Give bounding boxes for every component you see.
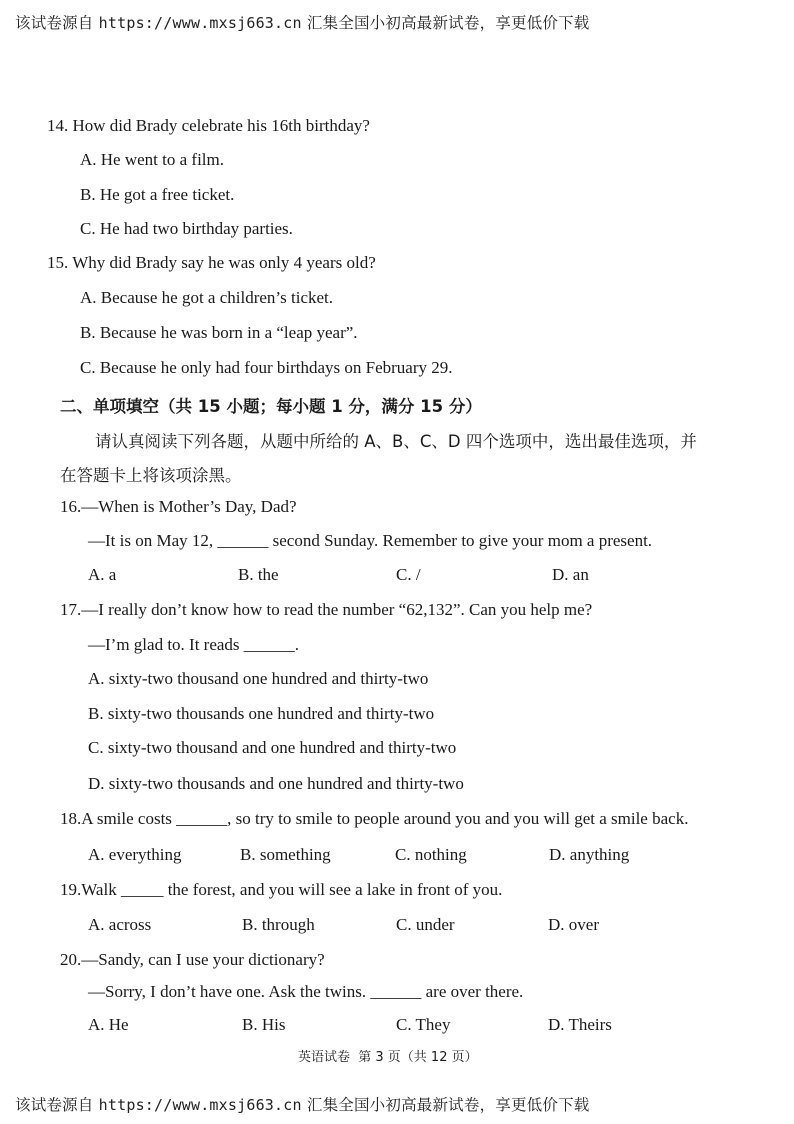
question-15-option-b: B. Because he was born in a “leap year”. (80, 323, 358, 342)
question-18-option-d: D. anything (549, 845, 630, 864)
question-20-option-d: D. Theirs (548, 1015, 612, 1034)
banner-prefix: 该试卷源自 (15, 1096, 94, 1114)
banner-prefix: 该试卷源自 (15, 14, 94, 32)
question-19-line-1 (60, 880, 502, 900)
question-number: 15. (47, 253, 69, 272)
question-number: 16. (60, 497, 82, 516)
question-20-line-2: —Sorry, I don’t have one. Ask the twins. ______ are over there. (88, 982, 524, 1001)
question-20-line-1 (60, 950, 325, 970)
banner-suffix: 汇集全国小初高最新试卷，享更低价下载 (306, 14, 590, 32)
question-text: —I really don’t know how to read the number “62,132”. Can you help me? (81, 600, 593, 619)
banner-url[interactable]: https://www.mxsj663.cn (98, 14, 302, 32)
question-19-option-c: C. under (396, 915, 455, 934)
question-number: 18. (60, 809, 82, 828)
question-number: 20. (60, 950, 82, 969)
question-14-option-a: A. He went to a film. (80, 150, 224, 169)
question-16-option-c: C. / (396, 565, 421, 584)
question-14-stem (47, 116, 370, 136)
question-18-option-a: A. everything (88, 845, 182, 864)
question-17-option-d: D. sixty-two thousands and one hundred and thirty-two (88, 774, 464, 793)
question-18-option-c: C. nothing (395, 845, 467, 864)
question-15-option-a: A. Because he got a children’s ticket. (80, 288, 334, 307)
banner-suffix: 汇集全国小初高最新试卷，享更低价下载 (306, 1096, 590, 1114)
question-15-stem (47, 253, 376, 273)
question-18-option-b: B. something (240, 845, 331, 864)
question-15-option-c: C. Because he only had four birthdays on February 29. (80, 358, 453, 377)
question-14-option-c: C. He had two birthday parties. (80, 219, 293, 238)
question-16-line-1 (60, 497, 297, 517)
question-text: —Sandy, can I use your dictionary? (81, 950, 325, 969)
question-number: 17. (60, 600, 82, 619)
question-stem: How did Brady celebrate his 16th birthday? (72, 116, 370, 135)
source-banner-bottom (15, 1093, 589, 1115)
page-footer: 英语试卷 第 3 页（共 12 页） (298, 1050, 478, 1065)
section-2-instruction-line-2: 在答题卡上将该项涂黑。 (60, 466, 242, 485)
banner-url[interactable]: https://www.mxsj663.cn (98, 1096, 302, 1114)
question-20-option-a: A. He (88, 1015, 129, 1034)
question-19-option-a: A. across (88, 915, 152, 934)
question-16-option-b: B. the (238, 565, 279, 584)
question-17-option-b: B. sixty-two thousands one hundred and thirty-two (88, 704, 435, 723)
question-18-line-1 (60, 809, 688, 829)
question-number: 14. (47, 116, 69, 135)
question-stem: Why did Brady say he was only 4 years old? (72, 253, 376, 272)
question-text: —When is Mother’s Day, Dad? (81, 497, 297, 516)
question-17-option-c: C. sixty-two thousand and one hundred and thirty-two (88, 738, 457, 757)
question-number: 19. (60, 880, 82, 899)
source-banner-top (15, 11, 589, 33)
question-text: Walk _____ the forest, and you will see a lake in front of you. (81, 880, 503, 899)
question-20-option-c: C. They (396, 1015, 451, 1034)
question-17-option-a: A. sixty-two thousand one hundred and thirty-two (88, 669, 429, 688)
section-2-title: 二、单项填空（共 15 小题；每小题 1 分，满分 15 分） (60, 397, 482, 416)
question-16-option-a: A. a (88, 565, 117, 584)
question-19-option-b: B. through (242, 915, 315, 934)
question-text: A smile costs ______, so try to smile to people around you and you will get a smile back. (81, 809, 689, 828)
question-17-line-1 (60, 600, 592, 620)
question-14-option-b: B. He got a free ticket. (80, 185, 235, 204)
question-19-option-d: D. over (548, 915, 599, 934)
question-17-line-2: —I’m glad to. It reads ______. (88, 635, 300, 654)
question-16-line-2: —It is on May 12, ______ second Sunday. Remember to give your mom a present. (88, 531, 653, 550)
question-16-option-d: D. an (552, 565, 589, 584)
question-20-option-b: B. His (242, 1015, 286, 1034)
section-2-instruction-line-1: 请认真阅读下列各题，从题中所给的 A、B、C、D 四个选项中，选出最佳选项，并 (95, 432, 697, 451)
